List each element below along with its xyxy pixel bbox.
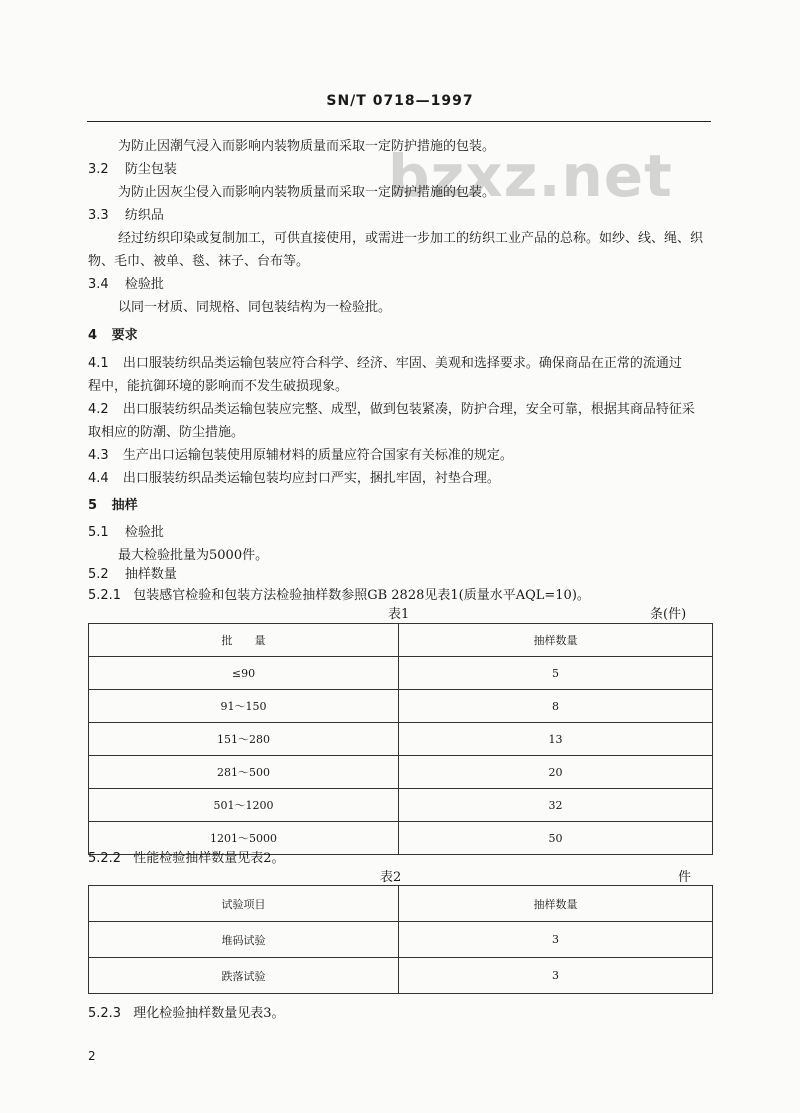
table-row [89, 922, 713, 958]
lot-cell: 281～500 [89, 756, 399, 789]
page-number: 2 [88, 1049, 96, 1063]
sample-cell: 20 [399, 756, 713, 789]
section-title: 防尘包装 [124, 162, 177, 177]
table1-header-lot: 批 量 [89, 624, 399, 657]
item-cell: 跌落试验 [89, 958, 399, 994]
section-title: 检验批 [124, 525, 164, 540]
section-3-3-heading [88, 204, 164, 223]
table-row [89, 690, 713, 723]
section-number: 5.2.1 [88, 588, 122, 603]
table2-header-sample: 抽样数量 [399, 886, 713, 922]
section-5-2-1 [88, 584, 590, 603]
para-text: 出口服装纺织品类运输包装均应封口严实，捆扎牢固，衬垫合理。 [122, 471, 500, 486]
lot-cell: 151～280 [89, 723, 399, 756]
sample-cell: 3 [399, 958, 713, 994]
para-number: 4.4 [88, 471, 109, 486]
section-number: 3.2 [88, 162, 109, 177]
section-number: 5.2 [88, 567, 109, 582]
section-3-2-body: 为防止因灰尘侵入而影响内装物质量而采取一定防护措施的包装。 [118, 185, 496, 200]
lot-cell: 1201～5000 [89, 822, 399, 855]
para-text: 生产出口运输包装使用原辅材料的质量应符合国家有关标准的规定。 [122, 448, 513, 463]
sample-cell: 8 [399, 690, 713, 723]
para-4-3 [88, 444, 513, 463]
table2 [88, 885, 713, 994]
section-3-2-heading [88, 158, 177, 177]
section-5-1-body: 最大检验批量为5000件。 [118, 548, 269, 563]
lot-cell: ≤90 [89, 657, 399, 690]
para-number: 4.3 [88, 448, 109, 463]
section-5-heading [88, 494, 138, 513]
sample-cell: 32 [399, 789, 713, 822]
lot-cell: 91～150 [89, 690, 399, 723]
section-title: 抽样数量 [124, 567, 177, 582]
sample-cell: 5 [399, 657, 713, 690]
table2-header-item: 试验项目 [89, 886, 399, 922]
section-title: 纺织品 [124, 208, 164, 223]
sample-cell: 13 [399, 723, 713, 756]
page-header: SN/T 0718—1997 [326, 93, 474, 109]
section-text: 理化检验抽样数量见表3。 [133, 1006, 285, 1021]
watermark: bzxz.net [388, 142, 673, 210]
item-cell: 堆码试验 [89, 922, 399, 958]
section-5-2-heading [88, 563, 177, 582]
para-number: 4.1 [88, 356, 109, 371]
table-row [89, 657, 713, 690]
para-text: 出口服装纺织品类运输包装应符合科学、经济、牢固、美观和选择要求。确保商品在正常的流通过 [122, 356, 682, 371]
section-number: 5.2.3 [88, 1006, 122, 1021]
table-row [89, 756, 713, 789]
table2-unit: 件 [678, 870, 692, 885]
section-number: 3.3 [88, 208, 109, 223]
section-3-3-body-line1: 经过纺织印染或复制加工，可供直接使用，或需进一步加工的纺织工业产品的总称。如纱、线、绳、织 [118, 231, 704, 246]
para-4-2-line1 [88, 398, 695, 417]
para-text: 出口服装纺织品类运输包装应完整、成型，做到包装紧凑，防护合理，安全可靠，根据其商品特征采 [122, 402, 695, 417]
section-number: 4 [88, 328, 98, 343]
table1 [88, 623, 713, 855]
sample-cell: 3 [399, 922, 713, 958]
lot-cell: 501～1200 [89, 789, 399, 822]
section-title: 抽样 [111, 498, 138, 513]
section-3-4-body: 以同一材质、同规格、同包装结构为一检验批。 [118, 300, 392, 315]
table1-header-sample: 抽样数量 [399, 624, 713, 657]
section-text: 性能检验抽样数量见表2。 [133, 851, 285, 866]
section-title: 检验批 [124, 277, 164, 292]
section-text: 包装感官检验和包装方法检验抽样数参照GB 2828见表1(质量水平AQL=10)。 [133, 588, 590, 603]
section-3-4-heading [88, 273, 164, 292]
para-4-4 [88, 467, 500, 486]
header-rule [87, 121, 711, 122]
table1-header-row [89, 624, 713, 657]
table-row [89, 723, 713, 756]
sample-cell: 50 [399, 822, 713, 855]
section-number: 5.1 [88, 525, 109, 540]
table2-header-row [89, 886, 713, 922]
table-row [89, 958, 713, 994]
section-5-2-2 [88, 847, 285, 866]
para-4-2-line2: 取相应的防潮、防尘措施。 [88, 425, 245, 440]
section-4-heading [88, 324, 138, 343]
section-3-3-body-line2: 物、毛巾、被单、毯、袜子、台布等。 [88, 254, 310, 269]
section-5-2-3 [88, 1002, 285, 1021]
table-row [89, 789, 713, 822]
para-number: 4.2 [88, 402, 109, 417]
table1-unit: 条(件) [650, 607, 687, 622]
section-3-1-body: 为防止因潮气浸入而影响内装物质量而采取一定防护措施的包装。 [118, 139, 496, 154]
section-title: 要求 [111, 328, 138, 343]
section-number: 5.2.2 [88, 851, 122, 866]
section-5-1-heading [88, 521, 164, 540]
table2-caption: 表2 [380, 870, 402, 885]
section-number: 3.4 [88, 277, 109, 292]
para-4-1-line1 [88, 352, 682, 371]
para-4-1-line2: 程中，能抗御环境的影响而不发生破损现象。 [88, 379, 349, 394]
table1-caption: 表1 [388, 607, 410, 622]
section-number: 5 [88, 498, 98, 513]
